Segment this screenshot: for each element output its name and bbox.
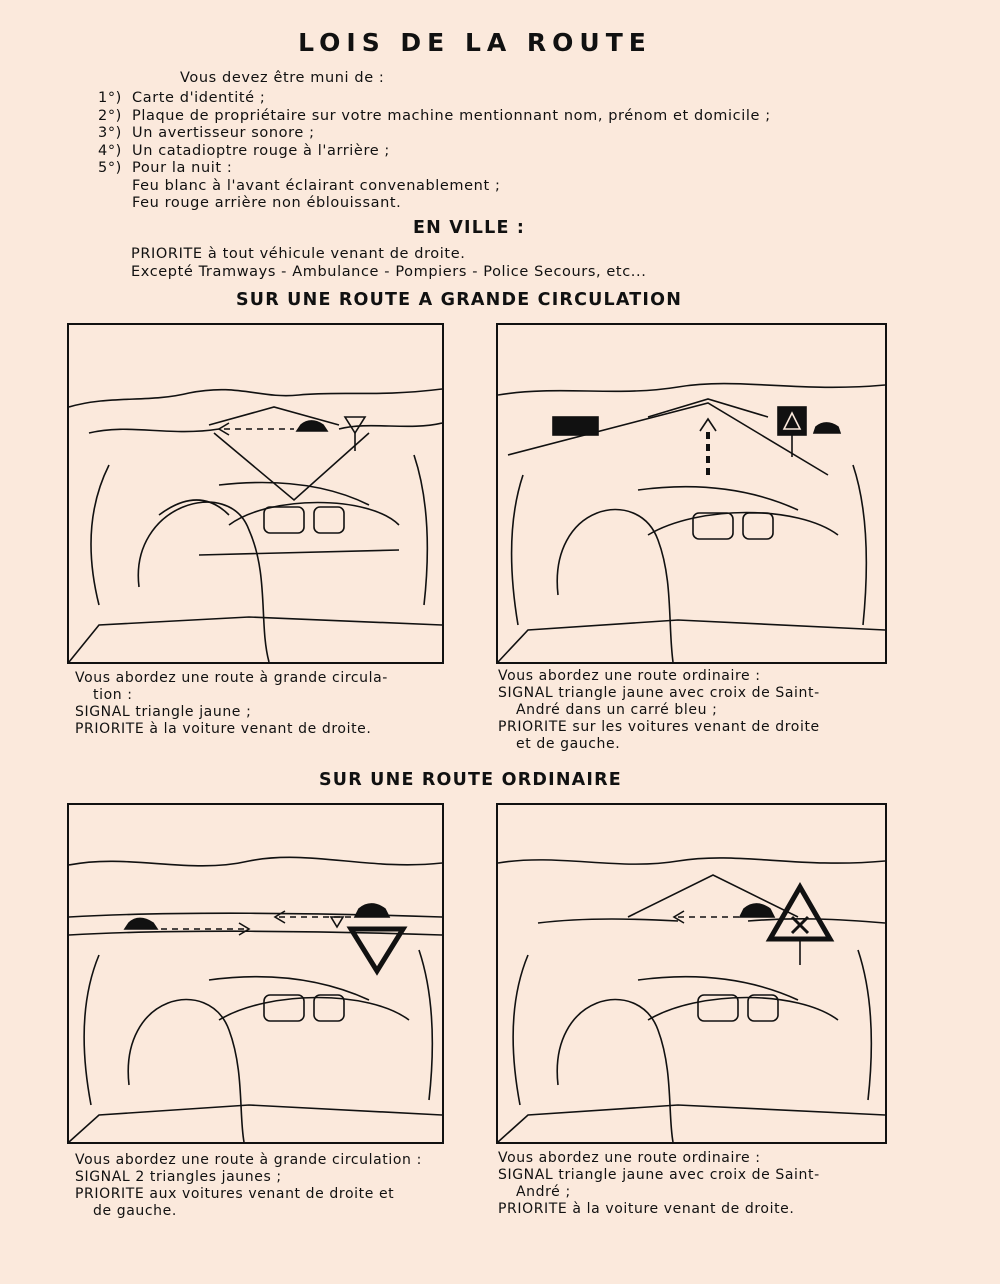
st-andrew-cross-sign-icon bbox=[770, 887, 830, 939]
car-icon bbox=[355, 904, 389, 917]
night-light-item: Feu rouge arrière non éblouissant. bbox=[132, 195, 402, 211]
windshield-frame bbox=[513, 950, 871, 1105]
list-item: 2°) Plaque de propriétaire sur votre machine mentionnant nom, prénom et domicile ; bbox=[98, 107, 771, 124]
windshield-frame bbox=[91, 455, 427, 605]
road-edges bbox=[628, 875, 798, 917]
driver-silhouette bbox=[557, 999, 673, 1142]
list-item: 4°) Un catadioptre rouge à l'arrière ; bbox=[98, 142, 390, 159]
steering-wheel bbox=[219, 483, 369, 506]
list-item: 1°) Carte d'identité ; bbox=[98, 90, 266, 106]
night-light-item: Feu blanc à l'avant éclairant convenablement ; bbox=[132, 177, 501, 194]
yield-sign-icon bbox=[351, 929, 403, 971]
yield-sign-icon bbox=[345, 417, 365, 433]
list-item: 3°) Un avertisseur sonore ; bbox=[98, 125, 315, 141]
list-item: 5°) Pour la nuit : bbox=[98, 160, 233, 176]
steering-wheel bbox=[638, 977, 798, 1000]
illustration-panel-4 bbox=[496, 803, 887, 1144]
car-icon bbox=[297, 421, 327, 431]
steering-wheel bbox=[209, 977, 369, 1000]
blue-square-sign-icon bbox=[778, 407, 806, 435]
section-heading-grande-circulation: SUR UNE ROUTE A GRANDE CIRCULATION bbox=[236, 290, 683, 310]
car-icon bbox=[814, 423, 840, 433]
page-title: LOIS DE LA ROUTE bbox=[298, 28, 652, 57]
steering-wheel bbox=[638, 487, 798, 510]
illustration-panel-1 bbox=[67, 323, 444, 664]
car-icon bbox=[740, 904, 774, 917]
intro-text: Vous devez être muni de : bbox=[180, 70, 385, 86]
en-ville-heading: EN VILLE : bbox=[413, 218, 526, 238]
driver-silhouette bbox=[138, 502, 269, 662]
caption-panel-4: Vous abordez une route ordinaire : SIGNAL triangle jaune avec croix de Saint- André ; PRIORITE à la voiture venant de droite. bbox=[498, 1150, 820, 1217]
illustration-panel-2 bbox=[496, 323, 887, 664]
illustration-panel-3 bbox=[67, 803, 444, 1144]
windshield-frame bbox=[84, 950, 432, 1105]
car-icon bbox=[125, 919, 157, 930]
truck-icon bbox=[553, 417, 598, 435]
horizon-hills bbox=[498, 384, 885, 395]
requirements-list bbox=[98, 90, 771, 213]
driver-silhouette bbox=[128, 999, 244, 1142]
driver-silhouette bbox=[557, 509, 673, 662]
road-edges bbox=[214, 433, 369, 500]
dashboard-gauge bbox=[264, 507, 304, 533]
en-ville-rules: PRIORITE à tout véhicule venant de droite. Excepté Tramways - Ambulance - Pompiers - Police Secours, etc... bbox=[131, 246, 647, 280]
horizon-hills bbox=[69, 857, 442, 866]
crossroad-edges bbox=[69, 931, 442, 935]
horizon-hills bbox=[498, 858, 885, 864]
horizon-hills bbox=[69, 389, 442, 407]
caption-panel-3: Vous abordez une route à grande circulation : SIGNAL 2 triangles jaunes ; PRIORITE aux voitures venant de droite et de gauche. bbox=[75, 1152, 422, 1219]
yield-sign-small-icon bbox=[331, 917, 343, 927]
caption-panel-1: Vous abordez une route à grande circula- tion : SIGNAL triangle jaune ; PRIORITE à la voiture venant de droite. bbox=[75, 670, 388, 737]
caption-panel-2: Vous abordez une route ordinaire : SIGNAL triangle jaune avec croix de Saint- André dans un carré bleu ; PRIORITE sur les voitures venant de droite et de gauche. bbox=[498, 668, 820, 752]
section-heading-route-ordinaire: SUR UNE ROUTE ORDINAIRE bbox=[319, 770, 622, 790]
